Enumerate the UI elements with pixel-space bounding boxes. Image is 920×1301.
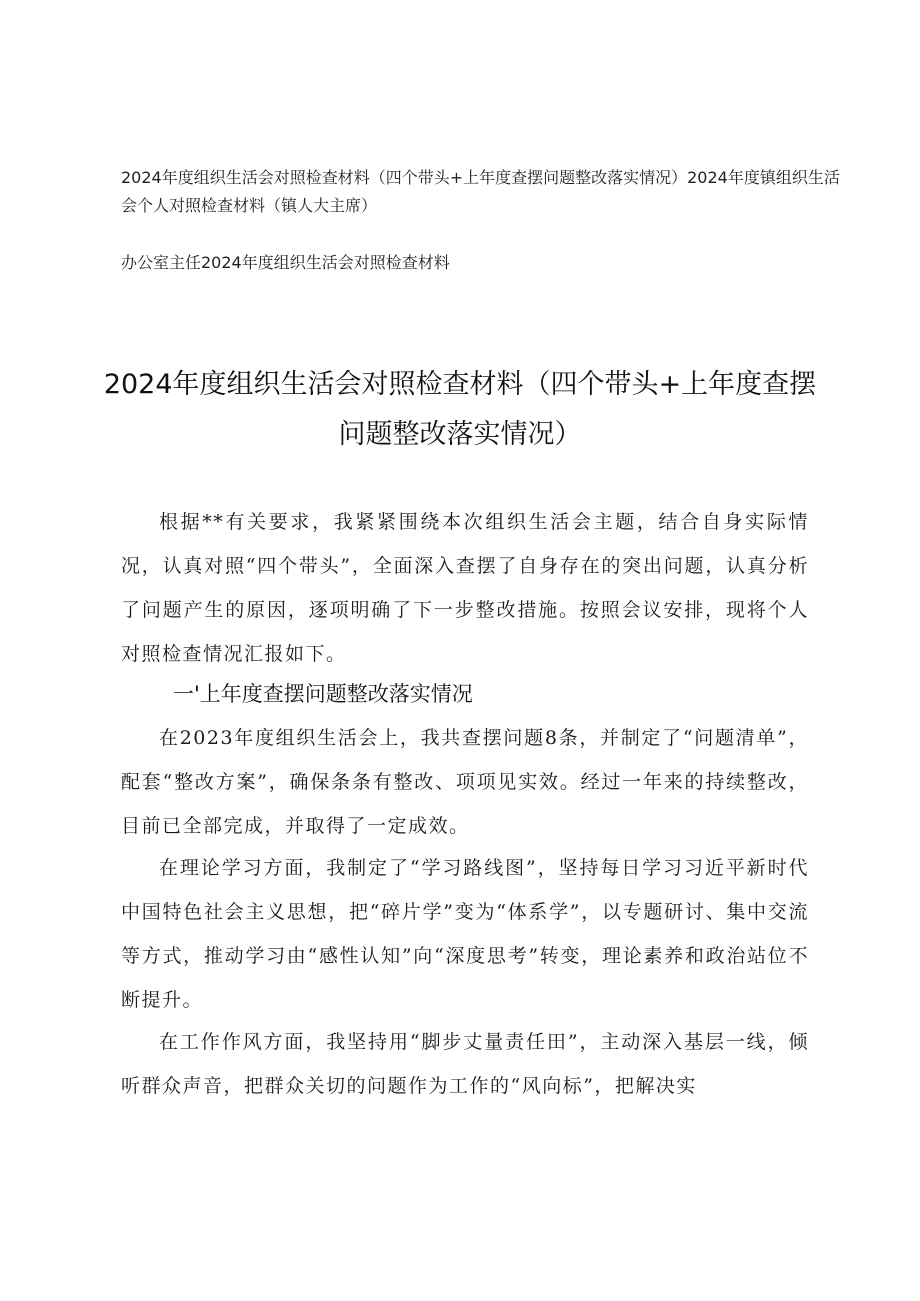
body-paragraph: 在工作作风方面，我坚持用“脚步丈量责任田”，主动深入基层一线，倾听群众声音，把群众关切的问题作为工作的“风向标”，把解决实 [121, 1031, 809, 1097]
body-paragraph: 在2023年度组织生活会上，我共查摆问题8条，并制定了“问题清单”，配套“整改方案”，确保条条有整改、项项见实效。经过一年来的持续整改，目前已全部完成，并取得了一定成效。 [121, 727, 809, 837]
document-header-subline: 办公室主任2024年度组织生活会对照检查材料 [121, 253, 450, 272]
document-header-line: 2024年度组织生活会对照检查材料（四个带头+上年度查摆问题整改落实情况）2024年度镇组织生活会个人对照检查材料（镇人大主席） [121, 168, 840, 215]
body-paragraph: 在理论学习方面，我制定了“学习路线图”，坚持每日学习习近平新时代中国特色社会主义思想，把“碎片学”变为“体系学”，以专题研讨、集中交流等方式，推动学习由“感性认知”向“深度思考”转变，理论素养和政治站位不断提升。 [121, 857, 809, 1011]
document-title: 2024年度组织生活会对照检查材料（四个带头+上年度查摆问题整改落实情况） [103, 369, 817, 450]
section-heading: 一'上年度查摆问题整改落实情况 [173, 682, 473, 706]
intro-paragraph: 根据**有关要求，我紧紧围绕本次组织生活会主题，结合自身实际情况，认真对照“四个带头”，全面深入查摆了自身存在的突出问题，认真分析了问题产生的原因，逐项明确了下一步整改措施。按照会议安排，现将个人对照检查情况汇报如下。 [121, 511, 809, 665]
